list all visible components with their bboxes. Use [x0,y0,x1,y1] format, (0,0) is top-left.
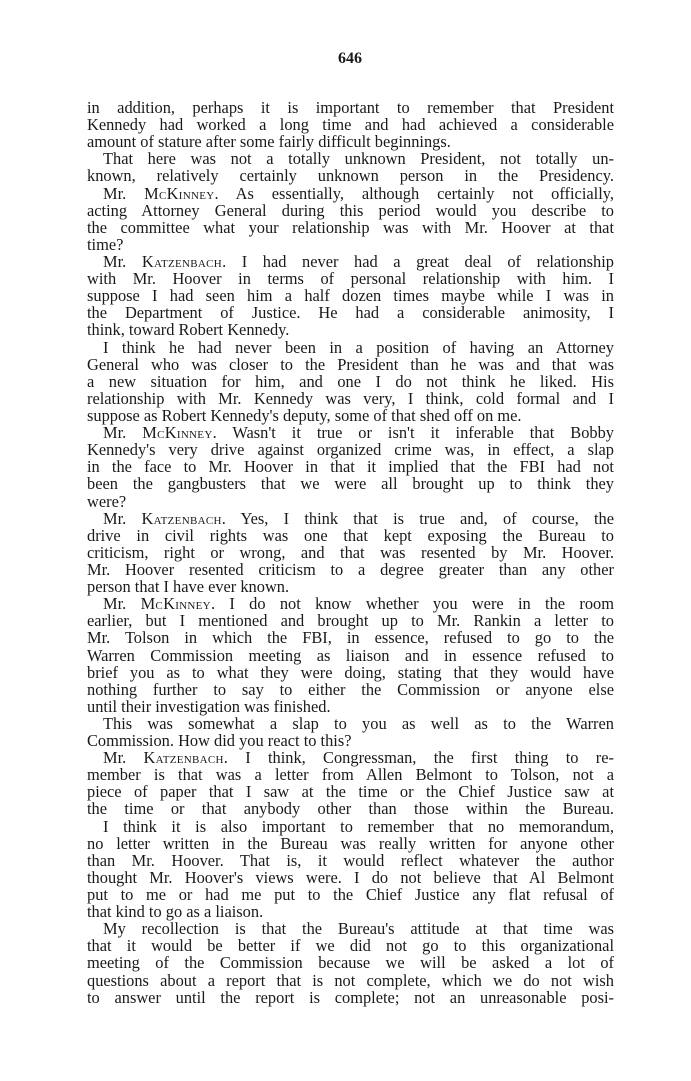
text-line: time? [87,234,124,254]
text-line: I think it is also important to remember that no memorandum, [103,816,614,836]
speaker-prefix: Mr. [103,508,127,528]
speaker-paragraph [87,510,614,596]
speaker-paragraph [87,424,614,510]
text-line: That here was not a totally unknown President, not totally un- [103,149,614,169]
text-line: in the face to Mr. Hoover in that it implied that the FBI had not [87,457,614,477]
page-number: 646 [338,50,362,67]
body-text [87,99,614,1006]
line-text: . Yes, I think that is true and, of course, the [221,508,614,528]
text-line: person that I have ever known. [87,577,290,597]
text-line [87,510,614,527]
text-line: Warren Commission meeting as liaison and in essence refused to [87,645,614,665]
speaker-name: McKinney [142,423,213,443]
text-line: the committee what your relationship was with Mr. Hoover at that [87,217,614,237]
text-line: the Department of Justice. He had a considerable animosity, I [87,303,614,323]
text-line [87,749,614,766]
speaker-prefix: Mr. [103,423,127,443]
text-line: Commission. How did you react to this? [87,731,352,751]
text-line: suppose I had seen him a half dozen times maybe while I was in [87,286,614,306]
text-line: member is that was a letter from Allen Belmont to Tolson, not a [87,765,614,785]
speaker-name: Katzenbach [141,508,222,528]
paragraph [87,150,614,184]
text-line: known, relatively certainly unknown person in the Presidency. [87,166,614,186]
text-line: suppose as Robert Kennedy's deputy, some of that shed off on me. [87,405,522,425]
text-line [87,185,614,202]
text-line: acting Attorney General during this period would you describe to [87,200,614,220]
line-text: . I had never had a great deal of relationship [222,251,614,271]
text-line: meeting of the Commission because we will be asked a lot of [87,953,614,973]
text-line: no letter written in the Bureau was really written for anyone other [87,833,614,853]
text-line: This was somewhat a slap to you as well as to the Warren [103,713,614,733]
text-line: Kennedy's very drive against organized crime was, in effect, a slap [87,440,614,460]
text-line: to answer until the report is complete; not an unreasonable posi- [87,987,614,1007]
text-line: questions about a report that is not complete, which we do not wish [87,970,614,990]
line-text: . I do not know whether you were in the room [210,594,614,614]
text-line [87,595,614,612]
speaker-paragraph [87,749,614,817]
text-line: until their investigation was finished. [87,696,331,716]
text-line: nothing further to say to either the Commission or anyone else [87,679,614,699]
speaker-name: Katzenbach [141,251,223,271]
text-line [87,253,614,270]
speaker-prefix: Mr. [103,594,127,614]
text-line: My recollection is that the Bureau's attitude at that time was [103,919,614,939]
paragraph [87,818,614,921]
text-line: than Mr. Hoover. That is, it would reflect whatever the author [87,850,614,870]
speaker-paragraph [87,185,614,253]
text-line: drive in civil rights was one that kept exposing the Bureau to [87,525,614,545]
text-line: the time or that anybody other than those within the Bureau. [87,799,614,819]
text-line: thought Mr. Hoover's views were. I do not believe that Al Belmont [87,867,614,887]
paragraph [87,715,614,749]
speaker-prefix: Mr. [103,251,127,271]
text-line: earlier, but I mentioned and brought up to Mr. Rankin a letter to [87,611,614,631]
text-line: amount of stature after some fairly difficult beginnings. [87,132,451,152]
line-text: . I think, Congressman, the first thing to re- [223,748,614,768]
text-line: think, toward Robert Kennedy. [87,320,290,340]
speaker-paragraph [87,595,614,715]
text-line: with Mr. Hoover in terms of personal relationship with him. I [87,269,614,289]
text-line: piece of paper that I saw at the time or the Chief Justice saw at [87,782,614,802]
text-line: relationship with Mr. Kennedy was very, I think, cold formal and I [87,388,614,408]
text-line: were? [87,491,127,511]
text-line: Mr. Tolson in which the FBI, in essence, refused to go to the [87,628,614,648]
line-text: . Wasn't it true or isn't it inferable that Bobby [212,423,614,443]
text-line: Mr. Hoover resented criticism to a degree greater than any other [87,559,614,579]
text-line: a new situation for him, and one I do not think he liked. His [87,371,614,391]
speaker-name: McKinney [144,183,215,203]
speaker-prefix: Mr. [103,183,127,203]
text-line [87,424,614,441]
line-text: . As essentially, although certainly not officially, [214,183,614,203]
paragraph [87,339,614,425]
paragraph [87,99,614,150]
speaker-prefix: Mr. [103,748,127,768]
text-line: in addition, perhaps it is important to remember that President [87,98,614,117]
text-line: put to me or had me put to the Chief Justice any flat refusal of [87,885,614,905]
speaker-paragraph [87,253,614,339]
text-line: criticism, right or wrong, and that was resented by Mr. Hoover. [87,542,614,562]
text-line: that kind to go as a liaison. [87,902,264,922]
speaker-name: Katzenbach [143,748,224,768]
text-line: that it would be better if we did not go to this organizational [87,936,614,956]
speaker-name: McKinney [140,594,211,614]
text-line: I think he had never been in a position of having an Attorney [103,337,614,357]
text-line: brief you as to what they were doing, stating that they would have [87,662,614,682]
paragraph [87,920,614,1006]
text-line: Kennedy had worked a long time and had achieved a considerable [87,115,614,135]
text-line: General who was closer to the President than he was and that was [87,354,614,374]
text-line: been the gangbusters that we were all brought up to think they [87,474,614,494]
